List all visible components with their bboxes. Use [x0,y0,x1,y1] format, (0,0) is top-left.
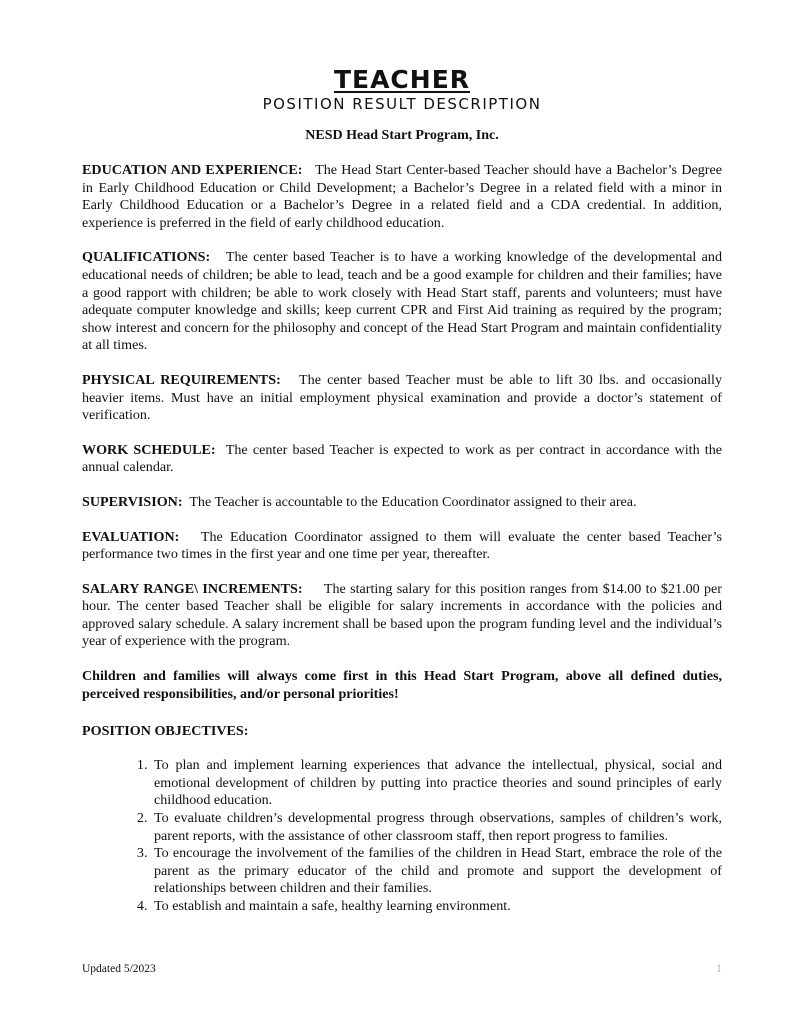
section-label: PHYSICAL REQUIREMENTS: [82,371,281,388]
page-number: 1 [716,963,722,975]
updated-date: Updated 5/2023 [82,963,156,975]
section-text: The Teacher is accountable to the Education Coordinator assigned to their area. [189,493,637,510]
list-item: 1. To plan and implement learning experiences that advance the intellectual, physical, social and emotional development of children by putting into practice theories and sound principles of early childhood education. [151,757,722,810]
section-text: The starting salary for this position ranges from $14.00 to $21.00 per hour. The center based Teacher shall be eligible for salary increments in accordance with the policies and approved salary schedule. A salary increment shall be based upon the program funding level and the individual’s year of experience with the program. [82,580,722,650]
section-evaluation [82,529,722,564]
section-supervision [82,494,722,512]
section-physical-requirements [82,372,722,425]
section-label: SALARY RANGE\ INCREMENTS: [82,580,303,597]
objectives-list [82,757,722,915]
section-salary-range [82,581,722,651]
page-title: TEACHER [333,65,471,94]
objectives-heading: POSITION OBJECTIVES: [82,723,249,740]
organization-name: NESD Head Start Program, Inc. [305,128,499,143]
priority-statement: Children and families will always come first in this Head Start Program, above all defined duties, perceived responsibilities, and/or personal priorities! [82,668,722,702]
section-qualifications [82,249,722,355]
document-page [82,66,722,916]
section-text: The center based Teacher is expected to work as per contract in accordance with the annual calendar. [82,441,723,476]
section-label: EDUCATION AND EXPERIENCE: [82,162,303,178]
section-text: The Head Start Center-based Teacher should have a Bachelor’s Degree in Early Childhood Education or Child Development; a Bachelor’s Degree in a related field with a minor in Early Childhood Education or a Bachelor’s Degree in a related field and a CDA credential. In addition, experience is preferred in the field of early childhood education. [82,162,723,231]
section-label: SUPERVISION: [82,493,183,510]
section-label: EVALUATION: [82,528,180,545]
page-subtitle: POSITION RESULT DESCRIPTION [262,95,542,113]
list-item: 3. To encourage the involvement of the families of the children in Head Start, embrace the role of the parent as the primary educator of the child and promote and support the development of relationships between children and their families. [151,845,722,898]
section-work-schedule [82,442,722,477]
section-text: The center based Teacher is to have a working knowledge of the developmental and educational needs of children; be able to lead, teach and be a good example for children and their families; have a good rapport with children; be able to work closely with Head Start staff, parents and volunteers; must have adequate computer knowledge and skills; keep current CPR and First Aid training as required by the program; show interest and concern for the philosophy and concept of the Head Start Program and maintain confidentiality at all times. [82,249,722,354]
section-text: The center based Teacher must be able to lift 30 lbs. and occasionally heavier items. Must have an initial employment physical examination and provide a doctor’s statement of verification. [82,371,722,424]
list-item: 4. To establish and maintain a safe, healthy learning environment. [151,898,722,916]
list-item: 2. To evaluate children’s developmental progress through observations, samples of children’s work, parent reports, with the assistance of other classroom staff, then report progress to families. [151,810,722,845]
section-label: QUALIFICATIONS: [82,249,211,266]
section-text: The Education Coordinator assigned to them will evaluate the center based Teacher’s performance two times in the first year and one time per year, thereafter. [82,528,722,563]
section-label: WORK SCHEDULE: [82,441,216,458]
section-education [82,162,722,232]
